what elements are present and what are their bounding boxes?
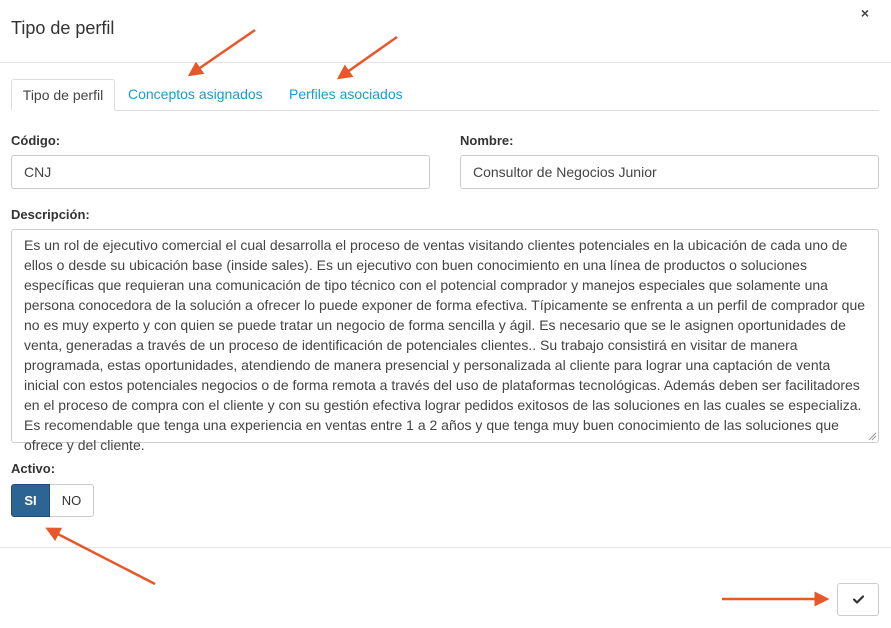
nombre-input[interactable]: Consultor de Negocios Junior bbox=[460, 155, 879, 189]
activo-no-button[interactable]: NO bbox=[50, 484, 94, 517]
descripcion-text: Es un rol de ejecutivo comercial el cual desarrolla el proceso de ventas visitando clientes potenciales en la ubicación de cada uno de ellos o desde su ubicación base (inside sales). Es un ejecutivo con buen conocimiento en una línea de productos o soluciones específicas que requieran una comunicación de tipo técnico con el potencial comprador y manejos especiales que solamente una persona conocedora de la solución a ofrecer lo puede exponer de forma efectiva. Típicamente se enfrenta a un perfil de comprador que no es muy experto y con quien se puede tratar un negocio de forma sencilla y ágil. Es necesario que se le asignen oportunidades de venta, generadas a través de un proceso de identificación de potenciales clientes.. Su trabajo consistirá en visitar de manera programada, estas oportunidades, atendiendo de manera presencial y personalizada al cliente para lograr una captación de venta inicial con estos potenciales negocios o de forma remota a través del uso de plataformas tecnológicas. Además deben ser facilitadores en el proceso de compra con el cliente y con su gestión efectiva lograr pedidos exitosos de las soluciones en las cuales se especializa. Es recomendable que tenga una experiencia en ventas entre 1 a 2 años y que tenga muy buen conocimiento de las soluciones que ofrece y del cliente. bbox=[24, 237, 866, 453]
footer-divider bbox=[0, 547, 891, 548]
modal-title: Tipo de perfil bbox=[11, 18, 115, 38]
activo-toggle bbox=[11, 484, 94, 517]
modal-header bbox=[0, 0, 891, 63]
activo-si-button[interactable]: SI bbox=[11, 484, 50, 517]
tab-bar bbox=[11, 79, 879, 111]
arrow-to-si bbox=[52, 531, 155, 584]
tab-conceptos-asignados[interactable]: Conceptos asignados bbox=[128, 86, 263, 102]
activo-label: Activo: bbox=[11, 461, 56, 476]
tab-tipo-de-perfil[interactable]: Tipo de perfil bbox=[11, 79, 115, 111]
codigo-input[interactable]: CNJ bbox=[11, 155, 430, 189]
codigo-label: Código: bbox=[11, 133, 61, 148]
confirm-button[interactable] bbox=[837, 583, 879, 616]
close-icon[interactable]: × bbox=[860, 5, 869, 21]
nombre-label: Nombre: bbox=[460, 133, 514, 148]
tab-perfiles-asociados[interactable]: Perfiles asociados bbox=[289, 86, 403, 102]
descripcion-textarea[interactable] bbox=[11, 229, 879, 453]
resize-grip-icon[interactable] bbox=[868, 432, 876, 440]
descripcion-label: Descripción: bbox=[11, 207, 90, 222]
check-icon bbox=[853, 595, 864, 604]
